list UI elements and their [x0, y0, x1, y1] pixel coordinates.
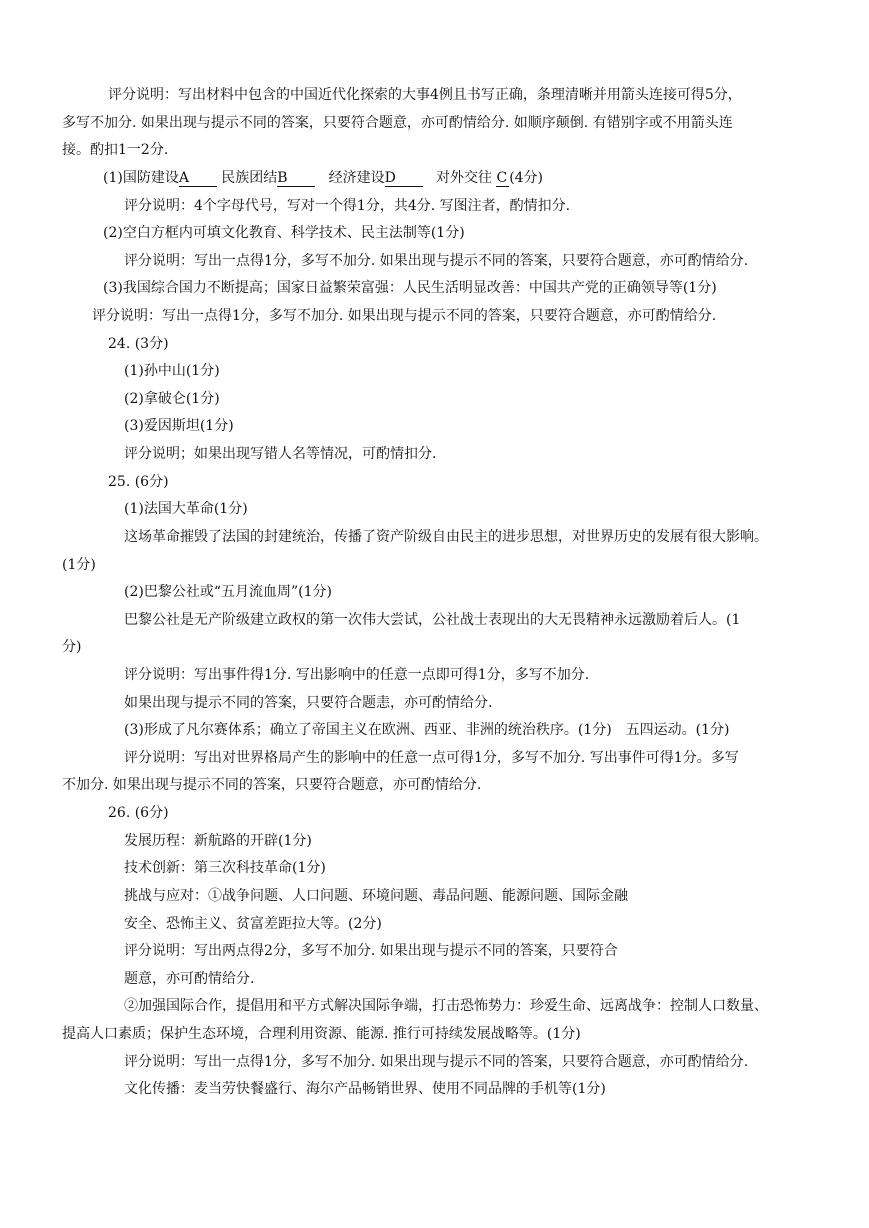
text-line: 评分说明：写出两点得2分，多写不加分. 如果出现与提示不同的答案，只要符合 — [124, 943, 618, 959]
q1-suffix: (4分) — [509, 170, 544, 186]
answer-blank: C — [496, 170, 508, 186]
text-line: 评分说明：写出事件得1分. 写出影响中的任意一点即可得1分，多写不加分. — [124, 667, 590, 683]
text-line: 如果出现与提示不同的答案，只要符合题恚，亦可酌情给分. — [124, 695, 493, 711]
text-line: ②加强国际合作，提倡用和平方式解决国际争端，打击恐怖势力：珍爱生命、远离战争：控制人口数量、 — [124, 998, 768, 1014]
text-line: 技术创新：第三次科技革命(1分) — [124, 860, 326, 876]
question-1-fill-in — [103, 168, 543, 188]
text-line: 接。酌扣1一2分. — [62, 142, 169, 158]
question-heading: 25. (6分) — [108, 474, 169, 490]
text-line: (2)空白方框内可填文化教育、科学技术、民主法制等(1分) — [103, 225, 465, 241]
text-line: (1分) — [62, 557, 96, 573]
text-line: (2)巴黎公社或“五月流血周”(1分) — [124, 584, 332, 600]
text-line: (3)形成了凡尔赛体系；确立了帝国主义在欧洲、西亚、非洲的统治秩序。(1分) 五四运动。(1分) — [124, 722, 730, 738]
text-line: 巴黎公社是无产阶级建立政权的第一次伟大尝试，公社战士表现出的大无畏精神永远激励着后人。(1 — [124, 612, 741, 628]
text-line: (1)法国大革命(1分) — [124, 501, 248, 517]
text-line: 多写不加分. 如果出现与提示不同的答案，只要符合题意，亦可酌情给分. 如顺序颠倒. 有错别字或不用箭头连 — [62, 115, 733, 131]
text-line: 分) — [62, 639, 82, 655]
q1-label: 经济建设 — [328, 170, 385, 186]
text-line: 评分说明；如果出现写错人名等情况，可酌情扣分. — [124, 446, 437, 462]
text-line: 评分说明：写出一点得1分，多写不加分. 如果出现与提示不同的答案，只要符合题意，亦可酌情给分. — [124, 253, 749, 269]
text-line: 评分说明：写出材料中包含的中国近代化探索的大事4例且书写正确，条理清晰并用箭头连接可得5分， — [108, 87, 742, 103]
question-heading: 26. (6分) — [108, 805, 169, 821]
text-line: 题意，亦可酌情给分. — [124, 971, 255, 987]
answer-blank: B — [277, 170, 315, 187]
text-line: 文化传播：麦当劳快餐盛行、海尔产品畅销世界、使用不同品牌的手机等(1分) — [124, 1081, 606, 1097]
question-heading: 24. (3分) — [108, 336, 169, 352]
q1-label: 对外交往 — [436, 170, 493, 186]
answer-blank: A — [179, 170, 217, 187]
text-line: 评分说明：写出一点得1分，多写不加分. 如果出现与提示不同的答案，只要符合题意，亦可酌情给分. — [124, 1054, 749, 1070]
text-line: (3)爱因斯坦(1分) — [124, 418, 234, 434]
text-line: 发展历程：新航路的开辟(1分) — [124, 833, 312, 849]
text-line: 提高人口素质；保护生态环境，合理利用资源、能源. 推行可持续发展战略等。(1分) — [62, 1026, 581, 1042]
text-line: 评分说明：4个字母代号，写对一个得1分，共4分. 写图注者，酌情扣分. — [124, 198, 571, 214]
text-line: (3)我国综合国力不断提高；国家日益繁荣富强：人民生活明显改善：中国共产党的正确领导等(1分) — [103, 280, 717, 296]
q1-label: 民族团结 — [221, 170, 278, 186]
text-line: 不加分. 如果出现与提示不同的答案，只要符合题意，亦可酌情给分. — [62, 777, 482, 793]
answer-blank: D — [385, 170, 423, 187]
q1-prefix: (1)国防建设 — [103, 170, 179, 186]
text-line: 挑战与应对：①战争问题、人口问题、环境问题、毒品问题、能源问题、国际金融 — [124, 888, 628, 904]
text-line: (1)孙中山(1分) — [124, 363, 220, 379]
text-line: 这场革命摧毁了法国的封建统治，传播了资产阶级自由民主的进步思想，对世界历史的发展有很大影响。 — [124, 529, 768, 545]
text-line: 评分说明：写出一点得1分，多写不加分. 如果出现与提示不同的答案，只要符合题意，亦可酌情给分. — [92, 308, 717, 324]
text-line: 安全、恐怖主义、贫富差距拉大等。(2分) — [124, 916, 382, 932]
text-line: 评分说明：写出对世界格局产生的影响中的任意一点可得1分，多写不加分. 写出事件可得1分。多写 — [124, 750, 739, 766]
text-line: (2)拿破仑(1分) — [124, 391, 220, 407]
